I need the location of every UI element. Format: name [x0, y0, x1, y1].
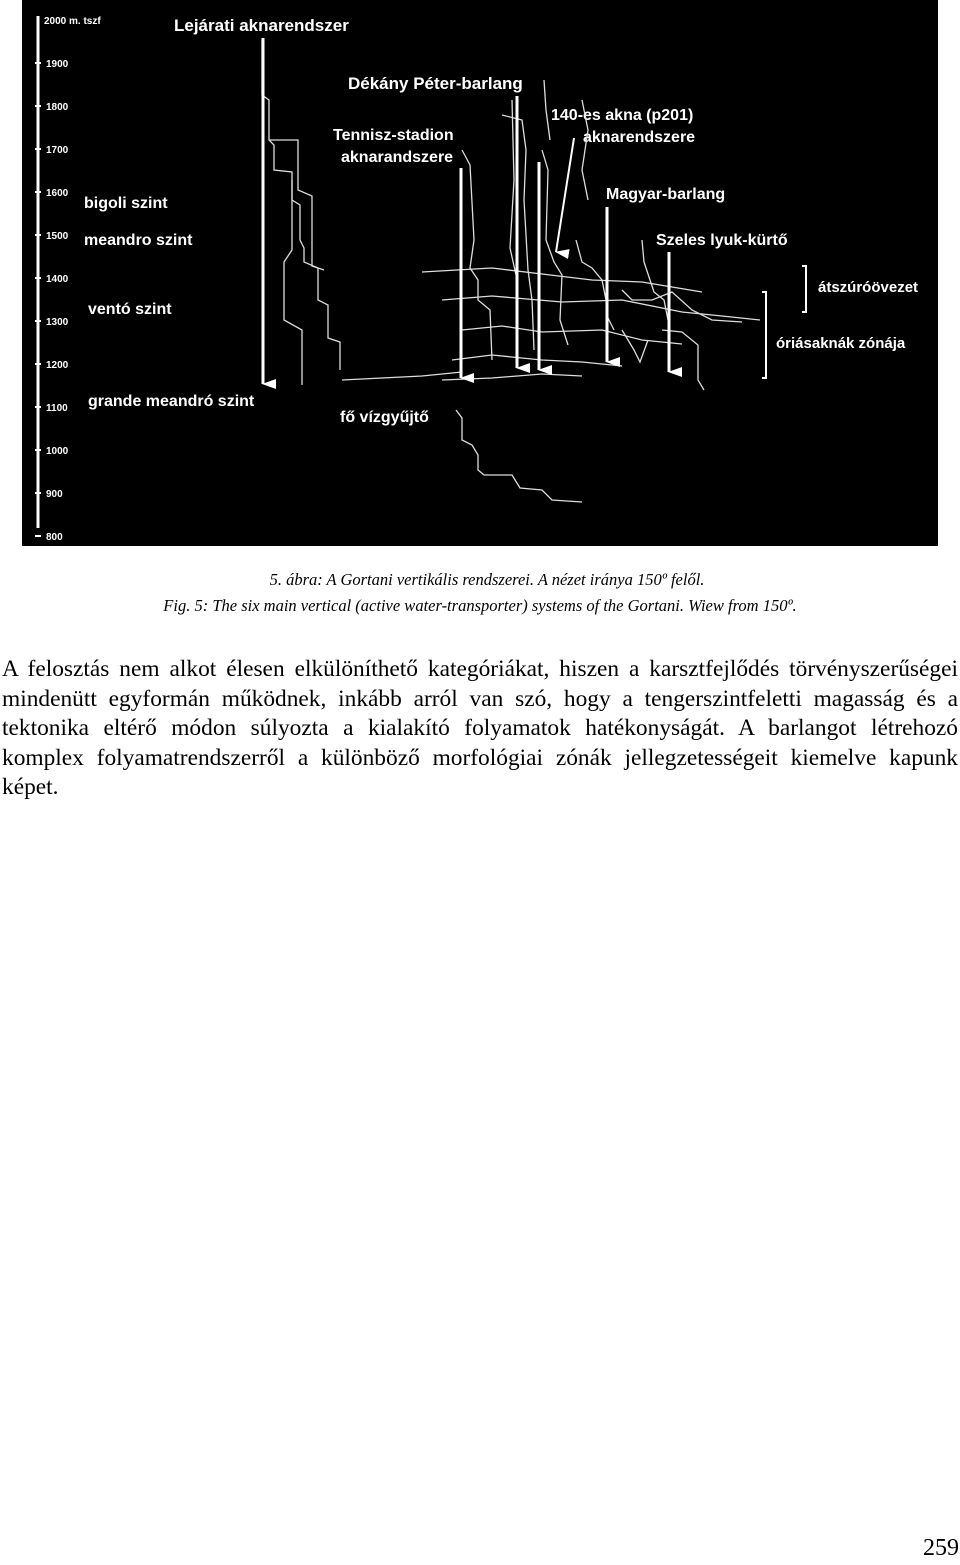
level-label-meandro: meandro szint [84, 232, 193, 249]
zone-label-oriasaknak: óriásaknák zónája [776, 335, 906, 352]
system-label-140-line1: 140-es akna (p201) [551, 107, 694, 124]
level-label-grande-meandro: grande meandró szint [88, 393, 255, 410]
cave-figure [22, 0, 938, 546]
page-number: 259 [923, 1535, 959, 1561]
system-label-magyar: Magyar-barlang [606, 186, 726, 203]
axis-tick-label: 1700 [46, 145, 69, 156]
zone-bracket-oriasaknak [762, 292, 766, 378]
system-label-lejarati: Lejárati aknarendszer [174, 16, 349, 35]
axis-tick-label: 1900 [46, 59, 69, 70]
system-label-tennisz-line1: Tennisz-stadion [333, 127, 454, 144]
axis-tick-label: 1500 [46, 231, 69, 242]
axis-unit-label: 2000 m. tszf [44, 16, 101, 27]
cave-profile-diagram [22, 0, 938, 546]
axis-tick-label: 800 [46, 532, 63, 543]
axis-tick-label: 1600 [46, 188, 69, 199]
main-collector-label: fő vízgyűjtő [340, 409, 429, 426]
body-paragraph: A felosztás nem alkot élesen elkülöníthető kategóriákat, hiszen a karsztfejlődés törvényszerűségei mindenütt egyformán működnek, inkább arról van szó, hogy a tengerszintfeletti magasság és a tektonika eltérő módon súlyozta a kialakító folyamatok hatékonyságát. A barlangot létrehozó komplex folyamatrendszerről a különböző morfológiai zónák jellegzetességeit kiemelve kapunk képet. [2, 656, 958, 800]
figure-caption-english: Fig. 5: The six main vertical (active water-transporter) systems of the Gortani. Wiew from 150º. [163, 596, 797, 615]
zone-bracket-atszuro [802, 266, 806, 312]
arrow-140-akna [556, 138, 574, 252]
axis-tick-label: 1100 [46, 403, 68, 414]
axis-tick-label: 1400 [46, 274, 69, 285]
system-label-tennisz-line2: aknarandszere [341, 149, 454, 166]
axis-tick-label: 1000 [46, 446, 69, 457]
figure-caption-hungarian: 5. ábra: A Gortani vertikális rendszerei. A nézet iránya 150º felől. [269, 570, 705, 589]
axis-tick-label: 1300 [46, 317, 69, 328]
axis-tick-label: 1800 [46, 102, 69, 113]
system-label-szeles: Szeles lyuk-kürtő [656, 232, 788, 249]
axis-tick-label: 1200 [46, 360, 69, 371]
level-label-bigoli: bigoli szint [84, 195, 168, 212]
zone-label-atszuro: átszúróövezet [818, 279, 919, 296]
axis-tick-label: 900 [46, 489, 63, 500]
system-label-dekany: Dékány Péter-barlang [348, 74, 523, 93]
system-label-140-line2: aknarendszere [583, 129, 696, 146]
level-label-vento: ventó szint [88, 301, 172, 318]
